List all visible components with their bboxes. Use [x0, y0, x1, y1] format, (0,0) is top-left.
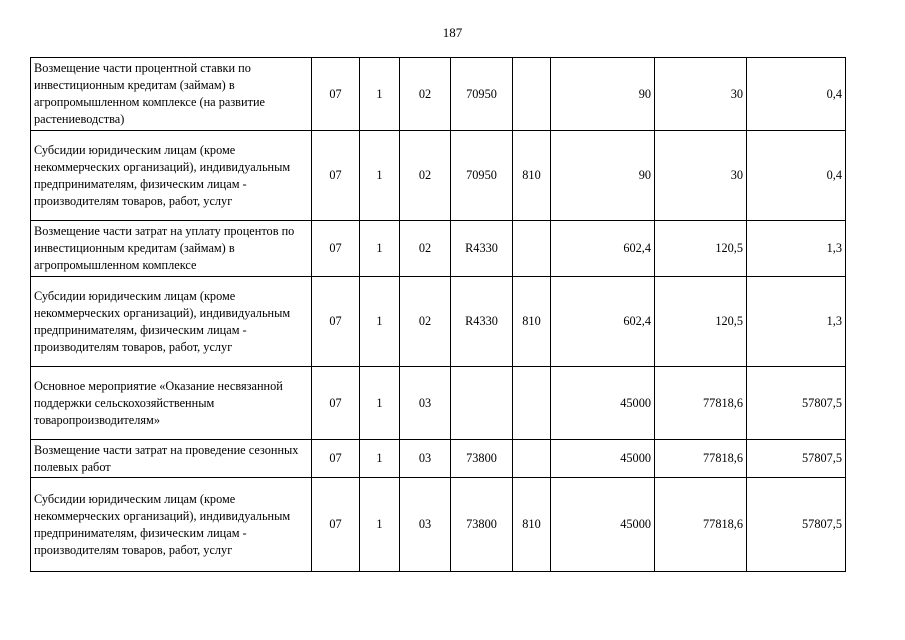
- subprogram-code: 03: [400, 440, 451, 478]
- table-row: [31, 478, 846, 572]
- subprogram-code: 02: [400, 221, 451, 277]
- program-code: 1: [360, 367, 400, 440]
- row-name: Возмещение части затрат на уплату процентов по инвестиционным кредитам (займам) в агропромышленном комплексе: [31, 221, 312, 277]
- value-3: 0,4: [747, 58, 846, 131]
- subprogram-code: 03: [400, 367, 451, 440]
- row-name: Возмещение части затрат на проведение сезонных полевых работ: [31, 440, 312, 478]
- value-3: 0,4: [747, 131, 846, 221]
- expense-type-code: 810: [513, 478, 551, 572]
- program-code: 1: [360, 478, 400, 572]
- value-3: 1,3: [747, 277, 846, 367]
- table-row: [31, 277, 846, 367]
- table-row: [31, 221, 846, 277]
- table-row: [31, 367, 846, 440]
- expense-type-code: [513, 221, 551, 277]
- value-2: 30: [655, 131, 747, 221]
- value-1: 602,4: [551, 221, 655, 277]
- value-3: 1,3: [747, 221, 846, 277]
- section-code: 07: [312, 367, 360, 440]
- value-1: 45000: [551, 478, 655, 572]
- direction-code: [451, 367, 513, 440]
- subprogram-code: 02: [400, 277, 451, 367]
- section-code: 07: [312, 277, 360, 367]
- row-name: Возмещение части процентной ставки по инвестиционным кредитам (займам) в агропромышленном комплексе (на развитие растениеводства): [31, 58, 312, 131]
- table-row: [31, 58, 846, 131]
- expense-type-code: [513, 58, 551, 131]
- value-2: 77818,6: [655, 367, 747, 440]
- value-2: 30: [655, 58, 747, 131]
- subprogram-code: 02: [400, 131, 451, 221]
- program-code: 1: [360, 221, 400, 277]
- row-name: Основное мероприятие «Оказание несвязанной поддержки сельскохозяйственным товаропроизводителям»: [31, 367, 312, 440]
- table-row: [31, 440, 846, 478]
- direction-code: 70950: [451, 131, 513, 221]
- value-1: 45000: [551, 367, 655, 440]
- row-name: Субсидии юридическим лицам (кроме некоммерческих организаций), индивидуальным предпринимателям, физическим лицам - производителям товаров, работ, услуг: [31, 277, 312, 367]
- table-row: [31, 131, 846, 221]
- expense-type-code: 810: [513, 131, 551, 221]
- direction-code: 73800: [451, 478, 513, 572]
- direction-code: 70950: [451, 58, 513, 131]
- value-2: 120,5: [655, 277, 747, 367]
- expense-type-code: [513, 440, 551, 478]
- program-code: 1: [360, 440, 400, 478]
- subprogram-code: 03: [400, 478, 451, 572]
- budget-table: [30, 57, 846, 572]
- row-name: Субсидии юридическим лицам (кроме некоммерческих организаций), индивидуальным предпринимателям, физическим лицам - производителям товаров, работ, услуг: [31, 478, 312, 572]
- program-code: 1: [360, 58, 400, 131]
- value-3: 57807,5: [747, 440, 846, 478]
- section-code: 07: [312, 221, 360, 277]
- section-code: 07: [312, 131, 360, 221]
- value-1: 45000: [551, 440, 655, 478]
- value-2: 77818,6: [655, 440, 747, 478]
- direction-code: R4330: [451, 221, 513, 277]
- value-1: 90: [551, 58, 655, 131]
- program-code: 1: [360, 131, 400, 221]
- direction-code: R4330: [451, 277, 513, 367]
- program-code: 1: [360, 277, 400, 367]
- section-code: 07: [312, 478, 360, 572]
- value-2: 77818,6: [655, 478, 747, 572]
- subprogram-code: 02: [400, 58, 451, 131]
- section-code: 07: [312, 440, 360, 478]
- expense-type-code: 810: [513, 277, 551, 367]
- section-code: 07: [312, 58, 360, 131]
- direction-code: 73800: [451, 440, 513, 478]
- value-1: 90: [551, 131, 655, 221]
- page-number: 187: [442, 25, 463, 40]
- row-name: Субсидии юридическим лицам (кроме некоммерческих организаций), индивидуальным предпринимателям, физическим лицам - производителям товаров, работ, услуг: [31, 131, 312, 221]
- value-3: 57807,5: [747, 367, 846, 440]
- expense-type-code: [513, 367, 551, 440]
- value-3: 57807,5: [747, 478, 846, 572]
- value-1: 602,4: [551, 277, 655, 367]
- value-2: 120,5: [655, 221, 747, 277]
